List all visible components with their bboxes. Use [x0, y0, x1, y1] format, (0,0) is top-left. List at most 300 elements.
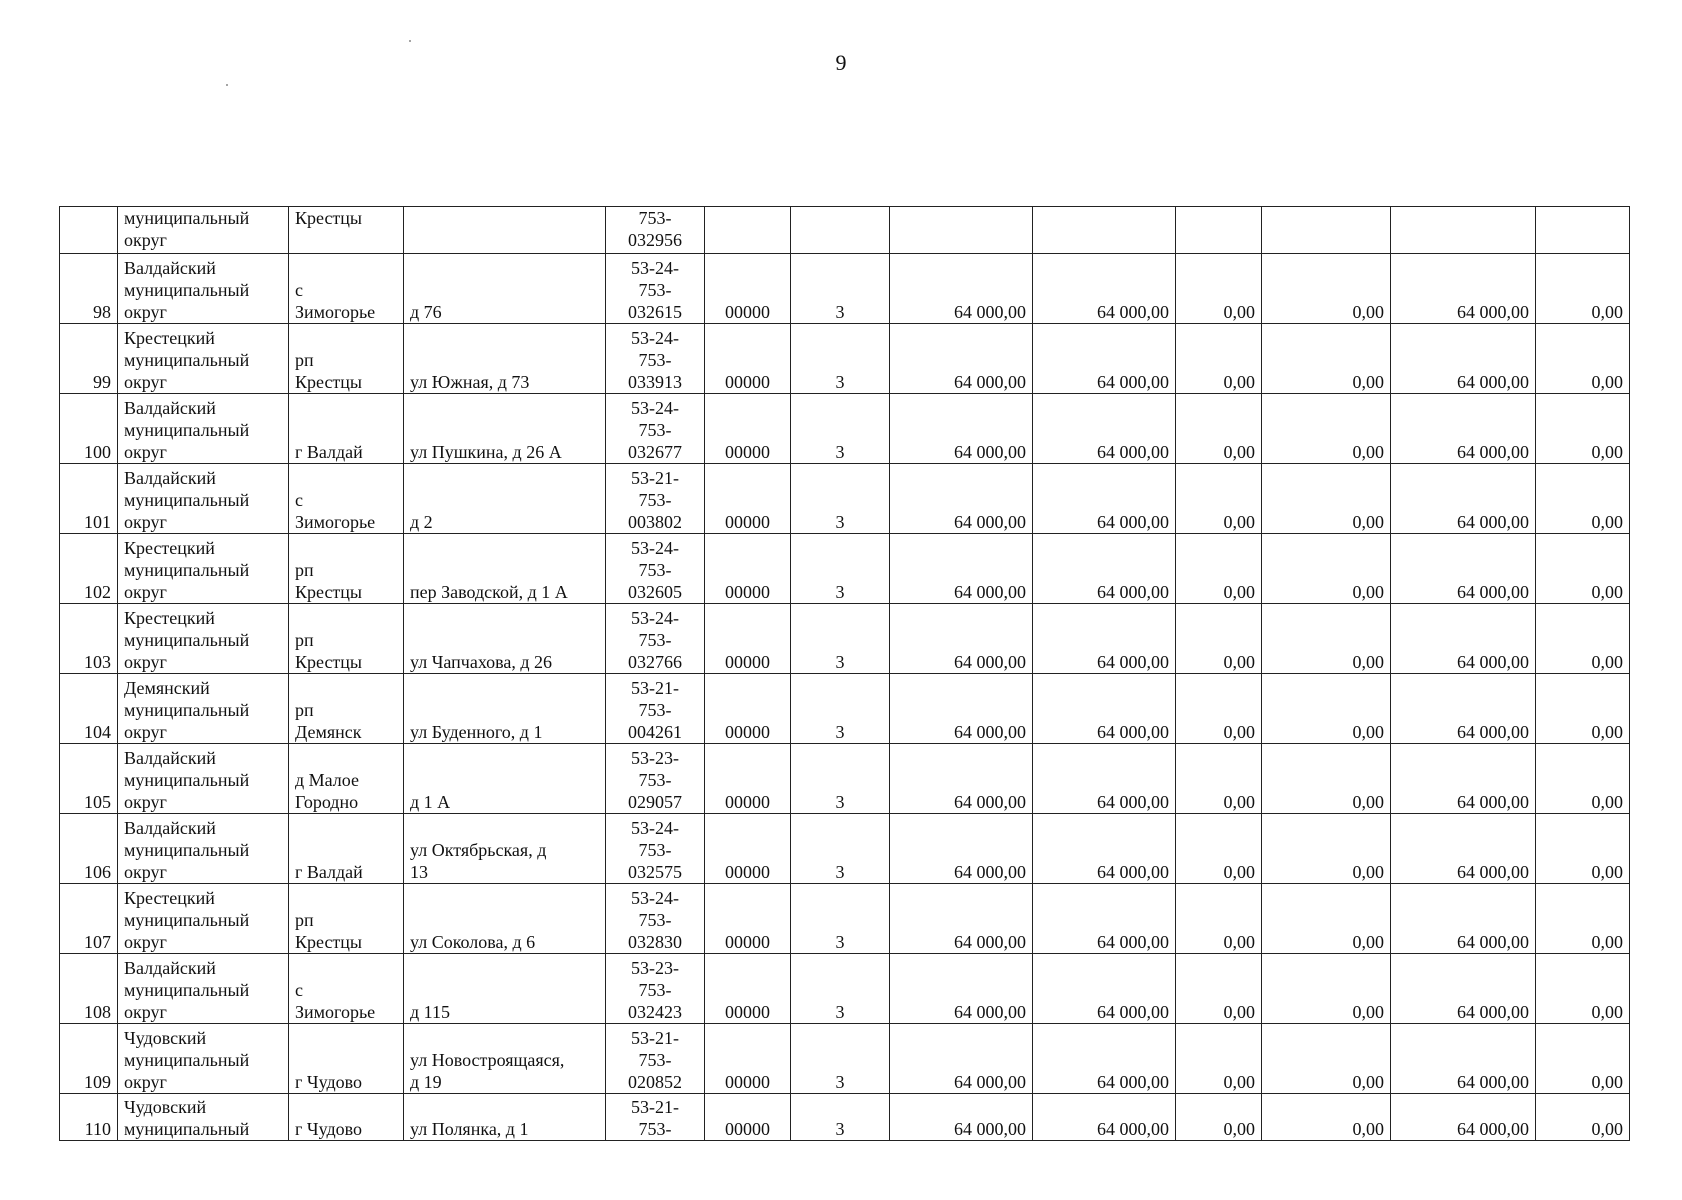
- district-cell-line: округ: [124, 932, 167, 952]
- cadastral-code-cell-line: 53-24-: [631, 608, 679, 628]
- amount-cell: 64 000,00: [1391, 534, 1536, 604]
- cadastral-code-cell: [606, 324, 705, 394]
- cadastral-code-cell-line: 753-: [638, 630, 672, 650]
- district-cell-line: округ: [124, 652, 167, 672]
- settlement-cell: [289, 604, 404, 674]
- settlement-cell-line: Крестцы: [295, 932, 363, 952]
- kind-code-cell: 00000: [705, 1094, 791, 1141]
- amount-cell: 0,00: [1536, 324, 1630, 394]
- kind-code-cell: 00000: [705, 534, 791, 604]
- district-cell-line: Валдайский: [124, 748, 216, 768]
- district-cell-line: муниципальный: [124, 1119, 250, 1139]
- address-cell-line: д 19: [410, 1072, 442, 1092]
- kind-code-cell: 00000: [705, 604, 791, 674]
- amount-cell: 0,00: [1262, 394, 1391, 464]
- amount-cell: 0,00: [1262, 254, 1391, 324]
- settlement-cell-line: г Валдай: [295, 442, 363, 462]
- cadastral-code-cell-line: 032423: [628, 1002, 682, 1022]
- amount-cell: 64 000,00: [890, 1094, 1033, 1141]
- district-cell: [118, 534, 289, 604]
- amount-cell: 0,00: [1536, 394, 1630, 464]
- settlement-cell: [289, 324, 404, 394]
- cadastral-code-cell-line: 753-: [638, 560, 672, 580]
- district-cell-line: муниципальный: [124, 630, 250, 650]
- address-cell: [404, 394, 606, 464]
- district-cell: [118, 207, 289, 254]
- district-cell-line: округ: [124, 442, 167, 462]
- amount-cell: 64 000,00: [1391, 814, 1536, 884]
- address-cell: [404, 674, 606, 744]
- cadastral-code-cell-line: 53-24-: [631, 538, 679, 558]
- settlement-cell: [289, 744, 404, 814]
- amount-cell: 0,00: [1176, 814, 1262, 884]
- amount-cell: 0,00: [1536, 1094, 1630, 1141]
- settlement-cell-line: Крестцы: [295, 208, 363, 228]
- settlement-cell-line: Крестцы: [295, 372, 363, 392]
- cadastral-code-cell-line: 53-24-: [631, 328, 679, 348]
- cadastral-code-cell-line: 753-: [638, 980, 672, 1000]
- district-cell: [118, 394, 289, 464]
- settlement-cell-line: с: [295, 980, 303, 1000]
- table-row: [60, 954, 1630, 1024]
- address-cell-line: ул Полянка, д 1: [410, 1119, 529, 1139]
- cadastral-code-cell-line: 032956: [628, 230, 682, 250]
- amount-cell: 0,00: [1536, 674, 1630, 744]
- district-cell-line: Крестецкий: [124, 538, 215, 558]
- cadastral-code-cell-line: 53-23-: [631, 748, 679, 768]
- cadastral-code-cell-line: 53-23-: [631, 958, 679, 978]
- address-cell-line: ул Южная, д 73: [410, 372, 530, 392]
- address-cell: [404, 207, 606, 254]
- amount-cell: 0,00: [1176, 1094, 1262, 1141]
- district-cell-line: округ: [124, 512, 167, 532]
- cadastral-code-cell: [606, 394, 705, 464]
- amount-cell: 0,00: [1176, 884, 1262, 954]
- district-cell-line: муниципальный: [124, 350, 250, 370]
- district-cell-line: округ: [124, 722, 167, 742]
- amount-cell: 64 000,00: [890, 464, 1033, 534]
- kind-code-cell: 00000: [705, 954, 791, 1024]
- amount-cell: [1536, 207, 1630, 254]
- amount-cell: 0,00: [1262, 1024, 1391, 1094]
- amount-cell: 64 000,00: [1033, 324, 1176, 394]
- count-cell: 3: [791, 394, 890, 464]
- table-row: [60, 744, 1630, 814]
- settlement-cell: [289, 534, 404, 604]
- cadastral-code-cell-line: 753-: [638, 1119, 672, 1139]
- amount-cell: 0,00: [1262, 884, 1391, 954]
- cadastral-code-cell-line: 753-: [638, 910, 672, 930]
- district-cell-line: муниципальный: [124, 980, 250, 1000]
- amount-cell: 64 000,00: [1033, 814, 1176, 884]
- cadastral-code-cell-line: 753-: [638, 700, 672, 720]
- district-cell: [118, 814, 289, 884]
- cadastral-code-cell-line: 029057: [628, 792, 682, 812]
- amount-cell: 0,00: [1176, 744, 1262, 814]
- row-number-cell: 109: [60, 1024, 118, 1094]
- cadastral-code-cell-line: 032605: [628, 582, 682, 602]
- kind-code-cell: 00000: [705, 1024, 791, 1094]
- row-number-cell: 100: [60, 394, 118, 464]
- cadastral-code-cell-line: 53-21-: [631, 468, 679, 488]
- settlement-cell: [289, 254, 404, 324]
- district-cell-line: Крестецкий: [124, 328, 215, 348]
- settlement-cell: [289, 1024, 404, 1094]
- district-cell-line: округ: [124, 792, 167, 812]
- district-cell: [118, 674, 289, 744]
- district-cell-line: Валдайский: [124, 258, 216, 278]
- district-cell-line: округ: [124, 1072, 167, 1092]
- address-cell: [404, 1094, 606, 1141]
- cadastral-code-cell-line: 53-24-: [631, 258, 679, 278]
- district-cell-line: Демянский: [124, 678, 210, 698]
- amount-cell: 64 000,00: [1391, 464, 1536, 534]
- cadastral-code-cell-line: 753-: [638, 770, 672, 790]
- district-cell: [118, 954, 289, 1024]
- amount-cell: 0,00: [1176, 534, 1262, 604]
- table-row: [60, 1024, 1630, 1094]
- row-number-cell: 104: [60, 674, 118, 744]
- settlement-cell-line: с: [295, 280, 303, 300]
- row-number-cell: 110: [60, 1094, 118, 1141]
- district-cell-line: Валдайский: [124, 468, 216, 488]
- amount-cell: 0,00: [1536, 884, 1630, 954]
- kind-code-cell: 00000: [705, 814, 791, 884]
- amount-cell: 64 000,00: [890, 1024, 1033, 1094]
- cadastral-code-cell-line: 53-24-: [631, 888, 679, 908]
- row-number-cell: 102: [60, 534, 118, 604]
- kind-code-cell: 00000: [705, 254, 791, 324]
- amount-cell: 64 000,00: [1033, 254, 1176, 324]
- kind-code-cell: 00000: [705, 324, 791, 394]
- table-row: [60, 604, 1630, 674]
- district-cell-line: муниципальный: [124, 700, 250, 720]
- amount-cell: 64 000,00: [890, 394, 1033, 464]
- amount-cell: 0,00: [1176, 1024, 1262, 1094]
- address-cell-line: д 1 А: [410, 792, 451, 812]
- cadastral-code-cell: [606, 954, 705, 1024]
- amount-cell: 64 000,00: [1033, 394, 1176, 464]
- district-cell: [118, 254, 289, 324]
- kind-code-cell: [705, 207, 791, 254]
- settlement-cell-line: Городно: [295, 792, 359, 812]
- settlement-cell-line: г Чудово: [295, 1119, 362, 1139]
- district-cell-line: муниципальный: [124, 910, 250, 930]
- amount-cell: 64 000,00: [1033, 534, 1176, 604]
- amount-cell: 64 000,00: [1391, 1024, 1536, 1094]
- address-cell: [404, 254, 606, 324]
- cadastral-code-cell: [606, 604, 705, 674]
- district-cell-line: Валдайский: [124, 818, 216, 838]
- settlement-cell-line: рп: [295, 700, 314, 720]
- amount-cell: [890, 207, 1033, 254]
- amount-cell: 64 000,00: [890, 604, 1033, 674]
- address-cell-line: пер Заводской, д 1 А: [410, 582, 568, 602]
- address-cell-line: ул Чапчахова, д 26: [410, 652, 553, 672]
- settlement-cell-line: д Малое: [295, 770, 360, 790]
- amount-cell: 0,00: [1536, 744, 1630, 814]
- scan-speck: [226, 84, 228, 86]
- address-cell: [404, 884, 606, 954]
- address-cell-line: ул Пушкина, д 26 А: [410, 442, 562, 462]
- settlement-cell-line: с: [295, 490, 303, 510]
- amount-cell: 64 000,00: [1391, 744, 1536, 814]
- table-row: [60, 1094, 1630, 1141]
- amount-cell: 64 000,00: [1391, 954, 1536, 1024]
- registry-table: [59, 206, 1630, 1141]
- address-cell: [404, 604, 606, 674]
- district-cell-line: округ: [124, 230, 167, 250]
- table-row: [60, 814, 1630, 884]
- cadastral-code-cell-line: 53-21-: [631, 1028, 679, 1048]
- cadastral-code-cell-line: 753-: [638, 840, 672, 860]
- cadastral-code-cell-line: 032830: [628, 932, 682, 952]
- district-cell: [118, 744, 289, 814]
- cadastral-code-cell-line: 53-21-: [631, 678, 679, 698]
- settlement-cell-line: Крестцы: [295, 652, 363, 672]
- amount-cell: 64 000,00: [1391, 884, 1536, 954]
- amount-cell: 0,00: [1536, 814, 1630, 884]
- settlement-cell: [289, 207, 404, 254]
- address-cell-line: ул Соколова, д 6: [410, 932, 536, 952]
- settlement-cell-line: Зимогорье: [295, 512, 376, 532]
- address-cell: [404, 954, 606, 1024]
- table-row: [60, 324, 1630, 394]
- row-number-cell: 98: [60, 254, 118, 324]
- district-cell-line: округ: [124, 582, 167, 602]
- cadastral-code-cell-line: 032677: [628, 442, 682, 462]
- count-cell: 3: [791, 324, 890, 394]
- settlement-cell: [289, 464, 404, 534]
- address-cell: [404, 814, 606, 884]
- count-cell: 3: [791, 464, 890, 534]
- amount-cell: 64 000,00: [890, 884, 1033, 954]
- district-cell: [118, 464, 289, 534]
- kind-code-cell: 00000: [705, 394, 791, 464]
- amount-cell: 64 000,00: [1391, 324, 1536, 394]
- district-cell-line: муниципальный: [124, 490, 250, 510]
- settlement-cell-line: Зимогорье: [295, 1002, 376, 1022]
- scan-speck: [409, 40, 411, 42]
- district-cell-line: муниципальный: [124, 208, 250, 228]
- settlement-cell-line: рп: [295, 630, 314, 650]
- count-cell: 3: [791, 954, 890, 1024]
- amount-cell: 64 000,00: [890, 814, 1033, 884]
- district-cell-line: муниципальный: [124, 840, 250, 860]
- cadastral-code-cell-line: 753-: [638, 1050, 672, 1070]
- district-cell-line: округ: [124, 302, 167, 322]
- settlement-cell: [289, 394, 404, 464]
- table-row: [60, 394, 1630, 464]
- address-cell-line: д 115: [410, 1002, 450, 1022]
- row-number-cell: 103: [60, 604, 118, 674]
- row-number-cell: 106: [60, 814, 118, 884]
- row-number-cell: 107: [60, 884, 118, 954]
- kind-code-cell: 00000: [705, 884, 791, 954]
- amount-cell: 64 000,00: [1033, 744, 1176, 814]
- row-number-cell: 99: [60, 324, 118, 394]
- count-cell: 3: [791, 744, 890, 814]
- amount-cell: 0,00: [1176, 394, 1262, 464]
- table-row: [60, 464, 1630, 534]
- table-row: [60, 534, 1630, 604]
- district-cell: [118, 604, 289, 674]
- amount-cell: 64 000,00: [1391, 674, 1536, 744]
- amount-cell: 64 000,00: [1391, 394, 1536, 464]
- amount-cell: 64 000,00: [1033, 464, 1176, 534]
- amount-cell: 0,00: [1176, 604, 1262, 674]
- amount-cell: [1033, 207, 1176, 254]
- amount-cell: 64 000,00: [1033, 1094, 1176, 1141]
- amount-cell: 0,00: [1536, 604, 1630, 674]
- district-cell-line: Валдайский: [124, 958, 216, 978]
- amount-cell: 64 000,00: [890, 324, 1033, 394]
- amount-cell: 64 000,00: [890, 674, 1033, 744]
- cadastral-code-cell-line: 753-: [638, 208, 672, 228]
- settlement-cell-line: г Чудово: [295, 1072, 362, 1092]
- cadastral-code-cell: [606, 207, 705, 254]
- cadastral-code-cell-line: 032575: [628, 862, 682, 882]
- count-cell: 3: [791, 1024, 890, 1094]
- district-cell-line: округ: [124, 1002, 167, 1022]
- settlement-cell: [289, 1094, 404, 1141]
- district-cell-line: Чудовский: [124, 1097, 207, 1117]
- settlement-cell: [289, 814, 404, 884]
- settlement-cell: [289, 954, 404, 1024]
- address-cell-line: ул Буденного, д 1: [410, 722, 543, 742]
- address-cell-line: ул Октябрьская, д: [410, 840, 547, 860]
- row-number-cell: 101: [60, 464, 118, 534]
- amount-cell: 64 000,00: [1391, 254, 1536, 324]
- amount-cell: 0,00: [1262, 744, 1391, 814]
- amount-cell: 0,00: [1536, 534, 1630, 604]
- settlement-cell-line: Демянск: [295, 722, 362, 742]
- amount-cell: 64 000,00: [1033, 954, 1176, 1024]
- amount-cell: 0,00: [1262, 954, 1391, 1024]
- address-cell-line: ул Новостроящаяся,: [410, 1050, 565, 1070]
- cadastral-code-cell-line: 53-21-: [631, 1097, 679, 1117]
- amount-cell: 64 000,00: [1033, 674, 1176, 744]
- district-cell-line: муниципальный: [124, 280, 250, 300]
- row-number-cell: 105: [60, 744, 118, 814]
- amount-cell: 64 000,00: [1033, 884, 1176, 954]
- count-cell: 3: [791, 674, 890, 744]
- amount-cell: 64 000,00: [1033, 604, 1176, 674]
- cadastral-code-cell: [606, 814, 705, 884]
- district-cell-line: муниципальный: [124, 770, 250, 790]
- table-row: [60, 207, 1630, 254]
- cadastral-code-cell-line: 032615: [628, 302, 682, 322]
- cadastral-code-cell: [606, 254, 705, 324]
- settlement-cell-line: Крестцы: [295, 582, 363, 602]
- cadastral-code-cell: [606, 744, 705, 814]
- cadastral-code-cell: [606, 1094, 705, 1141]
- kind-code-cell: 00000: [705, 674, 791, 744]
- cadastral-code-cell-line: 003802: [628, 512, 682, 532]
- district-cell: [118, 1024, 289, 1094]
- district-cell: [118, 884, 289, 954]
- kind-code-cell: 00000: [705, 744, 791, 814]
- settlement-cell-line: г Валдай: [295, 862, 363, 882]
- district-cell-line: муниципальный: [124, 560, 250, 580]
- amount-cell: 0,00: [1262, 324, 1391, 394]
- amount-cell: [1262, 207, 1391, 254]
- cadastral-code-cell-line: 032766: [628, 652, 682, 672]
- table-row: [60, 254, 1630, 324]
- cadastral-code-cell-line: 53-24-: [631, 818, 679, 838]
- district-cell-line: Валдайский: [124, 398, 216, 418]
- amount-cell: 64 000,00: [1391, 604, 1536, 674]
- district-cell-line: муниципальный: [124, 420, 250, 440]
- district-cell: [118, 324, 289, 394]
- row-number-cell: 108: [60, 954, 118, 1024]
- amount-cell: [1391, 207, 1536, 254]
- cadastral-code-cell: [606, 464, 705, 534]
- count-cell: 3: [791, 884, 890, 954]
- table-row: [60, 884, 1630, 954]
- amount-cell: 0,00: [1262, 1094, 1391, 1141]
- amount-cell: 0,00: [1176, 464, 1262, 534]
- address-cell: [404, 1024, 606, 1094]
- page-number: 9: [835, 50, 847, 75]
- cadastral-code-cell-line: 004261: [628, 722, 682, 742]
- count-cell: 3: [791, 534, 890, 604]
- district-cell-line: округ: [124, 372, 167, 392]
- address-cell: [404, 324, 606, 394]
- district-cell-line: муниципальный: [124, 1050, 250, 1070]
- amount-cell: 0,00: [1536, 1024, 1630, 1094]
- kind-code-cell: 00000: [705, 464, 791, 534]
- amount-cell: 0,00: [1536, 954, 1630, 1024]
- amount-cell: 0,00: [1536, 254, 1630, 324]
- amount-cell: 0,00: [1176, 954, 1262, 1024]
- amount-cell: 0,00: [1262, 814, 1391, 884]
- cadastral-code-cell-line: 753-: [638, 280, 672, 300]
- district-cell: [118, 1094, 289, 1141]
- row-number-cell: [60, 207, 118, 254]
- amount-cell: 0,00: [1262, 464, 1391, 534]
- amount-cell: 0,00: [1262, 674, 1391, 744]
- district-cell-line: округ: [124, 862, 167, 882]
- cadastral-code-cell-line: 53-24-: [631, 398, 679, 418]
- cadastral-code-cell-line: 753-: [638, 350, 672, 370]
- amount-cell: 0,00: [1176, 254, 1262, 324]
- cadastral-code-cell: [606, 674, 705, 744]
- count-cell: [791, 207, 890, 254]
- amount-cell: 64 000,00: [1033, 1024, 1176, 1094]
- cadastral-code-cell: [606, 1024, 705, 1094]
- amount-cell: [1176, 207, 1262, 254]
- table-row: [60, 674, 1630, 744]
- amount-cell: 64 000,00: [890, 744, 1033, 814]
- settlement-cell-line: Зимогорье: [295, 302, 376, 322]
- settlement-cell-line: рп: [295, 350, 314, 370]
- cadastral-code-cell: [606, 884, 705, 954]
- amount-cell: 64 000,00: [890, 534, 1033, 604]
- amount-cell: 0,00: [1176, 324, 1262, 394]
- settlement-cell: [289, 674, 404, 744]
- amount-cell: 0,00: [1262, 604, 1391, 674]
- address-cell: [404, 464, 606, 534]
- district-cell-line: Чудовский: [124, 1028, 207, 1048]
- cadastral-code-cell-line: 753-: [638, 420, 672, 440]
- amount-cell: 64 000,00: [1391, 1094, 1536, 1141]
- count-cell: 3: [791, 604, 890, 674]
- cadastral-code-cell-line: 020852: [628, 1072, 682, 1092]
- amount-cell: 0,00: [1536, 464, 1630, 534]
- district-cell-line: Крестецкий: [124, 888, 215, 908]
- address-cell: [404, 744, 606, 814]
